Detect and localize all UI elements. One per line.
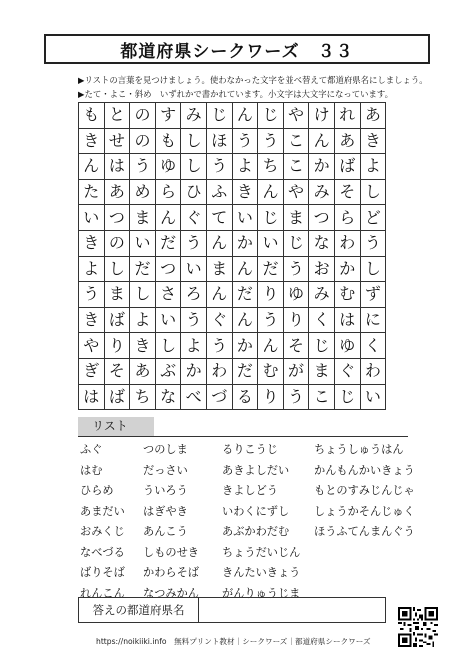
word-item: いわくにずし	[222, 504, 290, 518]
grid-cell: み	[309, 179, 335, 205]
grid-cell: ま	[283, 205, 309, 231]
grid-cell: よ	[232, 154, 258, 180]
grid-cell: だ	[130, 256, 156, 282]
grid-cell: お	[309, 256, 335, 282]
grid-cell: ぐ	[181, 205, 207, 231]
word-item: ふぐ	[80, 443, 103, 456]
grid-cell: か	[309, 154, 335, 180]
list-divider	[78, 436, 408, 437]
grid-cell: ゆ	[283, 282, 309, 308]
grid-cell: ん	[79, 154, 105, 180]
grid-cell: ば	[334, 154, 360, 180]
grid-cell: ゆ	[334, 333, 360, 359]
grid-cell: う	[283, 256, 309, 282]
grid-cell: る	[232, 384, 258, 410]
grid-cell: わ	[206, 358, 232, 384]
grid-cell: う	[258, 307, 284, 333]
grid-cell: う	[181, 307, 207, 333]
grid-cell: ゆ	[155, 154, 181, 180]
grid-cell: し	[360, 179, 386, 205]
word-item: がんりゅうじま	[222, 586, 301, 600]
grid-cell: ん	[232, 256, 258, 282]
grid-cell: き	[360, 128, 386, 154]
grid-cell: ぐ	[206, 307, 232, 333]
grid-cell: う	[206, 333, 232, 359]
grid-cell: ん	[258, 333, 284, 359]
page-title: 都道府県シークワーズ ３３	[44, 34, 430, 64]
grid-cell: よ	[130, 307, 156, 333]
grid-cell: い	[258, 230, 284, 256]
instruction-1: ▶リストの言葉を見つけましょう。使わなかった文字を並べ替えて都道府県名にしましょう。	[78, 75, 428, 85]
word-item: あまだい	[80, 504, 125, 518]
grid-cell: あ	[334, 128, 360, 154]
word-item: なつみかん	[143, 586, 199, 600]
grid-cell: も	[155, 128, 181, 154]
word-item: ほうふてんまんぐう	[314, 525, 415, 538]
grid-cell: い	[155, 307, 181, 333]
word-column-3	[222, 440, 300, 604]
grid-row	[79, 154, 386, 180]
grid-cell: む	[334, 282, 360, 308]
grid-cell: れ	[334, 103, 360, 129]
grid-cell: て	[206, 205, 232, 231]
grid-row	[79, 333, 386, 359]
grid-cell: は	[104, 154, 130, 180]
instruction-2: ▶たて・よこ・斜め いずれかで書かれています。小文字は大文字になっています。	[78, 89, 393, 99]
grid-cell: う	[79, 282, 105, 308]
grid-cell: ろ	[181, 282, 207, 308]
grid-cell: じ	[283, 230, 309, 256]
word-item: きんたいきょう	[222, 566, 301, 579]
grid-cell: こ	[283, 154, 309, 180]
grid-cell: ど	[360, 205, 386, 231]
grid-cell: ぎ	[79, 358, 105, 384]
grid-cell: ぶ	[155, 358, 181, 384]
word-item: ひらめ	[80, 484, 114, 497]
grid-cell: や	[283, 103, 309, 129]
word-item: しものせき	[143, 545, 199, 559]
grid-cell: よ	[79, 256, 105, 282]
grid-cell: ん	[206, 282, 232, 308]
grid-cell: わ	[334, 230, 360, 256]
grid-cell: ん	[309, 128, 335, 154]
grid-cell: き	[79, 230, 105, 256]
grid-cell: ん	[232, 103, 258, 129]
grid-cell: し	[181, 154, 207, 180]
grid-cell: ま	[104, 282, 130, 308]
grid-cell: と	[104, 103, 130, 129]
grid-cell: う	[360, 230, 386, 256]
grid-cell: よ	[360, 154, 386, 180]
grid-cell: だ	[258, 256, 284, 282]
grid-cell: こ	[283, 128, 309, 154]
grid-cell: さ	[155, 282, 181, 308]
footer-text: https://noikiiki.info 無料プリント教材｜シークワーズ｜都道府県シークワーズ	[96, 637, 371, 646]
grid-cell: だ	[232, 358, 258, 384]
grid-cell: く	[360, 333, 386, 359]
word-item: かんもんかいきょう	[314, 463, 415, 477]
grid-cell: あ	[104, 179, 130, 205]
grid-cell: い	[130, 230, 156, 256]
grid-cell: り	[104, 333, 130, 359]
grid-cell: り	[258, 384, 284, 410]
grid-cell: め	[130, 179, 156, 205]
grid-row	[79, 358, 386, 384]
grid-cell: い	[360, 384, 386, 410]
grid-cell: だ	[232, 282, 258, 308]
grid-cell: ま	[130, 205, 156, 231]
grid-cell: じ	[309, 333, 335, 359]
word-item: ういろう	[143, 484, 188, 497]
grid-cell: の	[104, 230, 130, 256]
grid-cell: し	[155, 333, 181, 359]
grid-cell: し	[130, 282, 156, 308]
grid-cell: じ	[334, 384, 360, 410]
grid-cell: じ	[258, 103, 284, 129]
grid-cell: う	[206, 154, 232, 180]
grid-cell: わ	[360, 358, 386, 384]
grid-cell: な	[309, 230, 335, 256]
grid-cell: う	[232, 128, 258, 154]
word-item: はむ	[80, 463, 103, 477]
qr-code-icon	[398, 607, 438, 647]
grid-cell: そ	[334, 179, 360, 205]
grid-cell: じ	[206, 103, 232, 129]
grid-cell: も	[79, 103, 105, 129]
word-item: きよしどう	[222, 484, 278, 497]
grid-cell: な	[155, 384, 181, 410]
grid-cell: ま	[309, 358, 335, 384]
grid-cell: に	[360, 307, 386, 333]
grid-cell: そ	[283, 333, 309, 359]
grid-cell: か	[232, 333, 258, 359]
word-item: あきよしだい	[222, 463, 290, 477]
grid-row	[79, 128, 386, 154]
grid-row	[79, 384, 386, 410]
grid-cell: は	[334, 307, 360, 333]
grid-cell: ば	[104, 307, 130, 333]
grid-cell: き	[79, 128, 105, 154]
grid-row	[79, 256, 386, 282]
grid-cell: が	[283, 358, 309, 384]
grid-row	[79, 282, 386, 308]
word-item: なべづる	[80, 545, 125, 559]
grid-cell: み	[309, 282, 335, 308]
grid-cell: せ	[104, 128, 130, 154]
grid-cell: か	[334, 256, 360, 282]
word-column-4	[314, 440, 415, 543]
answer-field[interactable]	[199, 598, 385, 622]
grid-cell: じ	[258, 205, 284, 231]
answer-box	[78, 597, 386, 623]
grid-cell: し	[181, 128, 207, 154]
word-item: あぶかわだむ	[222, 525, 290, 538]
grid-cell: う	[283, 384, 309, 410]
answer-label: 答えの都道府県名	[79, 598, 199, 622]
grid-cell: つ	[309, 205, 335, 231]
grid-cell: む	[258, 358, 284, 384]
word-item: かわらそば	[143, 566, 199, 579]
word-item: もとのすみじんじゃ	[314, 484, 415, 497]
word-item: ばりそば	[80, 566, 125, 579]
grid-cell: の	[130, 128, 156, 154]
grid-cell: べ	[181, 384, 207, 410]
grid-cell: ん	[155, 205, 181, 231]
grid-row	[79, 179, 386, 205]
grid-cell: こ	[309, 384, 335, 410]
word-item: おみくじ	[80, 525, 125, 538]
grid-row	[79, 103, 386, 129]
grid-cell: ら	[334, 205, 360, 231]
grid-cell: い	[232, 205, 258, 231]
grid-cell: ふ	[206, 179, 232, 205]
grid-cell: く	[309, 307, 335, 333]
grid-cell: は	[79, 384, 105, 410]
grid-cell: き	[232, 179, 258, 205]
grid-cell: あ	[130, 358, 156, 384]
word-item: るりこうじ	[222, 443, 278, 456]
grid-cell: ら	[155, 179, 181, 205]
word-item: しょうかそんじゅく	[314, 504, 415, 518]
word-item: つのしま	[143, 443, 188, 456]
grid-cell: ん	[258, 179, 284, 205]
grid-cell: う	[258, 128, 284, 154]
word-item: ちょうしゅうはん	[314, 443, 404, 456]
grid-cell: し	[360, 256, 386, 282]
grid-cell: や	[79, 333, 105, 359]
grid-cell: け	[309, 103, 335, 129]
grid-cell: よ	[181, 333, 207, 359]
grid-cell: ひ	[181, 179, 207, 205]
grid-row	[79, 307, 386, 333]
grid-cell: き	[79, 307, 105, 333]
grid-cell: ん	[206, 230, 232, 256]
word-item: はぎやき	[143, 504, 188, 518]
word-column-1	[80, 440, 125, 604]
grid-cell: ほ	[206, 128, 232, 154]
grid-cell: つ	[104, 205, 130, 231]
word-item: あんこう	[143, 525, 188, 538]
list-label: リスト	[78, 417, 154, 436]
grid-cell: あ	[360, 103, 386, 129]
word-item: だっさい	[143, 463, 188, 477]
grid-cell: た	[79, 179, 105, 205]
grid-cell: ま	[206, 256, 232, 282]
grid-cell: ず	[360, 282, 386, 308]
grid-cell: の	[130, 103, 156, 129]
grid-cell: う	[181, 230, 207, 256]
grid-cell: ば	[104, 384, 130, 410]
grid-cell: か	[181, 358, 207, 384]
word-item: ちょうだいじん	[222, 545, 301, 559]
grid-cell: つ	[155, 256, 181, 282]
grid-cell: そ	[104, 358, 130, 384]
grid-cell: み	[181, 103, 207, 129]
letter-grid	[78, 102, 386, 410]
grid-cell: づ	[206, 384, 232, 410]
grid-cell: ん	[232, 307, 258, 333]
grid-cell: だ	[155, 230, 181, 256]
grid-row	[79, 205, 386, 231]
grid-cell: し	[104, 256, 130, 282]
grid-cell: き	[130, 333, 156, 359]
grid-cell: ぐ	[334, 358, 360, 384]
grid-row	[79, 230, 386, 256]
grid-cell: す	[155, 103, 181, 129]
word-item: れんこん	[80, 586, 125, 600]
grid-cell: ち	[130, 384, 156, 410]
grid-cell: や	[283, 179, 309, 205]
grid-cell: か	[232, 230, 258, 256]
grid-cell: り	[283, 307, 309, 333]
grid-cell: り	[258, 282, 284, 308]
grid-cell: ち	[258, 154, 284, 180]
grid-cell: い	[79, 205, 105, 231]
word-column-2	[143, 440, 199, 604]
grid-cell: い	[181, 256, 207, 282]
grid-cell: う	[130, 154, 156, 180]
